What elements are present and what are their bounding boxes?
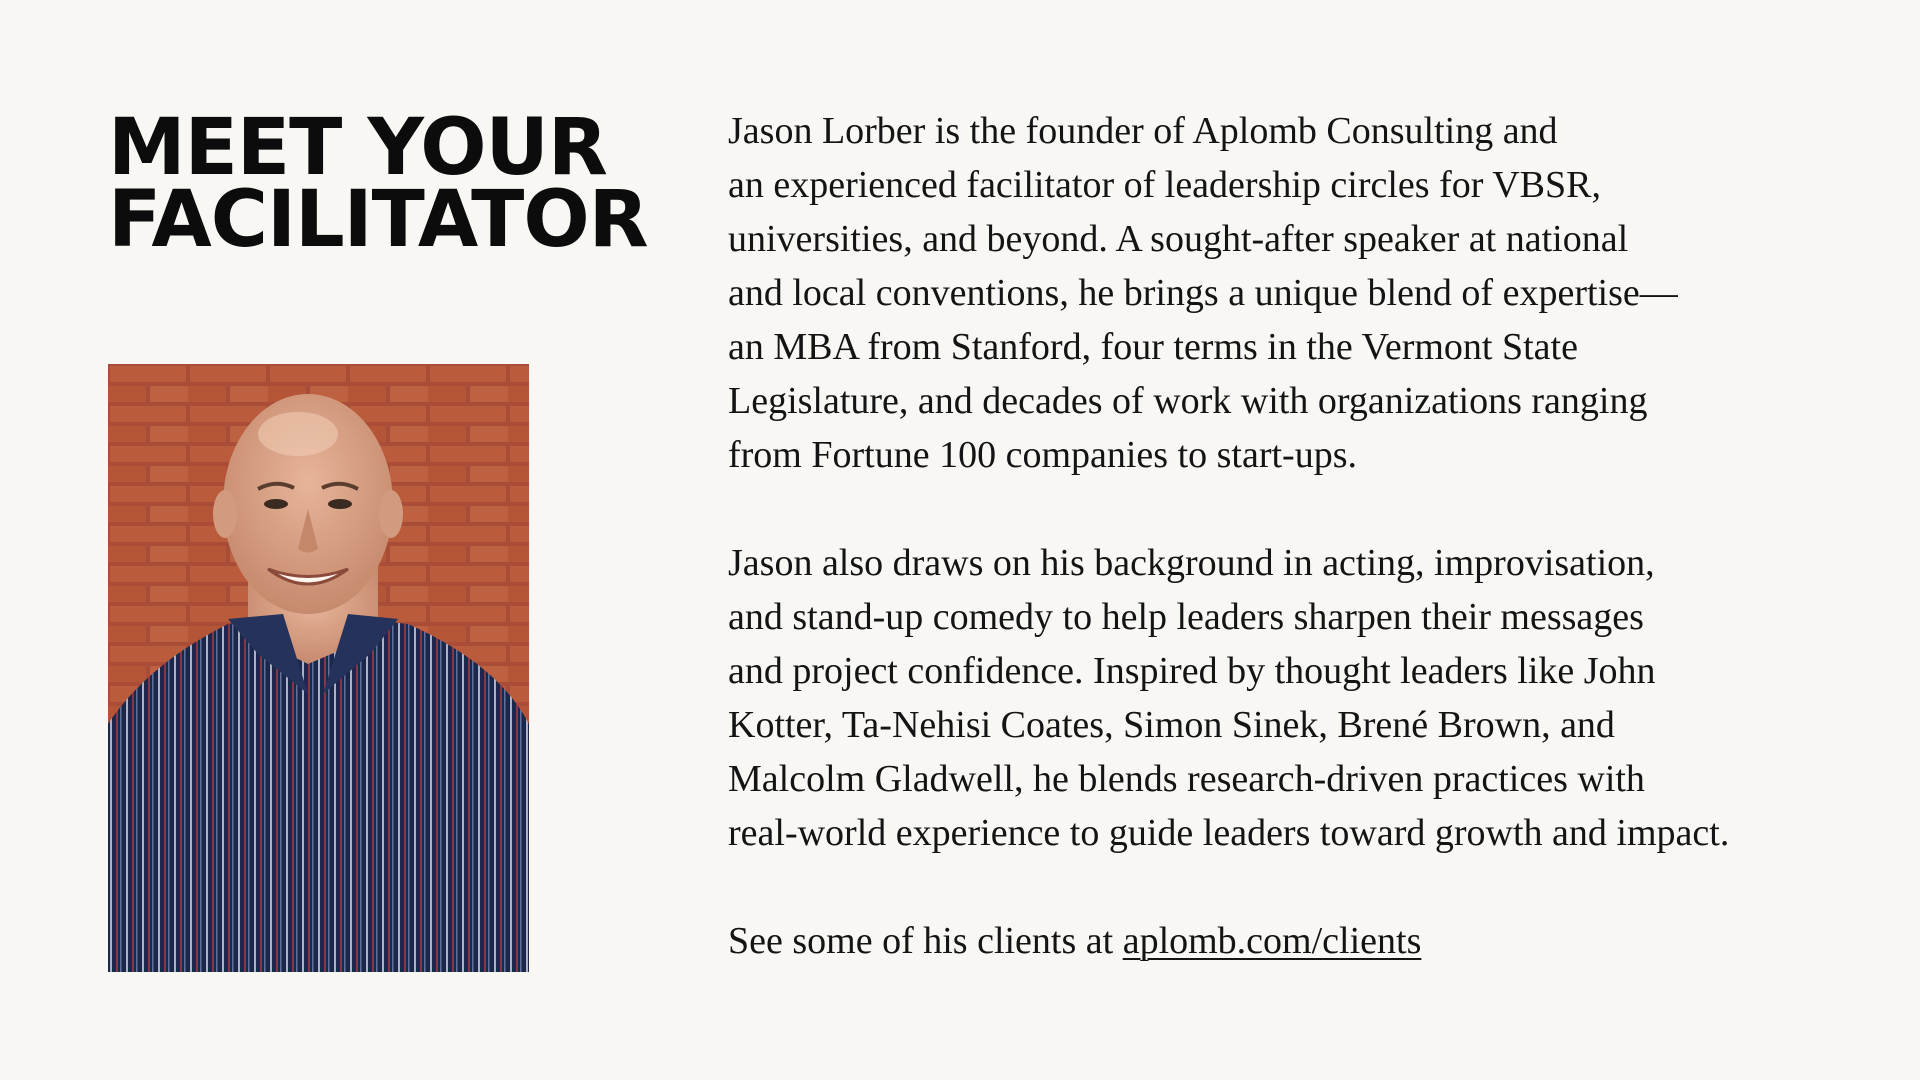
facilitator-photo [108, 364, 529, 972]
bio-line: universities, and beyond. A sought-after speaker at national [728, 218, 1629, 260]
bio-line: and local conventions, he brings a unique blend of expertise— [728, 272, 1678, 314]
title-line-1: MEET YOUR [108, 103, 607, 193]
title-line-2: FACILITATOR [108, 175, 648, 265]
bio-line: Jason Lorber is the founder of Aplomb Consulting and [728, 110, 1558, 152]
bio-paragraph-2 [728, 536, 1848, 860]
bio-paragraph-1 [728, 104, 1848, 482]
bio-line: an experienced facilitator of leadership circles for VBSR, [728, 164, 1601, 206]
bio-line: real-world experience to guide leaders toward growth and impact. [728, 812, 1730, 854]
bio-line: Jason also draws on his background in acting, improvisation, [728, 542, 1655, 584]
bio-line: an MBA from Stanford, four terms in the Vermont State [728, 326, 1578, 368]
facilitator-bio [728, 104, 1848, 1022]
bio-line: and project confidence. Inspired by thought leaders like John [728, 650, 1656, 692]
clients-line [728, 914, 1848, 968]
clients-prefix: See some of his clients at [728, 920, 1123, 962]
bio-line: Legislature, and decades of work with organizations ranging [728, 380, 1648, 422]
clients-link[interactable]: aplomb.com/clients [1122, 920, 1422, 962]
bio-line: from Fortune 100 companies to start-ups. [728, 434, 1358, 476]
bio-line: Malcolm Gladwell, he blends research-driven practices with [728, 758, 1645, 800]
bio-line: and stand-up comedy to help leaders sharpen their messages [728, 596, 1644, 638]
slide-title [108, 103, 648, 265]
bio-line: Kotter, Ta-Nehisi Coates, Simon Sinek, Brené Brown, and [728, 704, 1615, 746]
facilitator-portrait-illustration [108, 364, 529, 972]
